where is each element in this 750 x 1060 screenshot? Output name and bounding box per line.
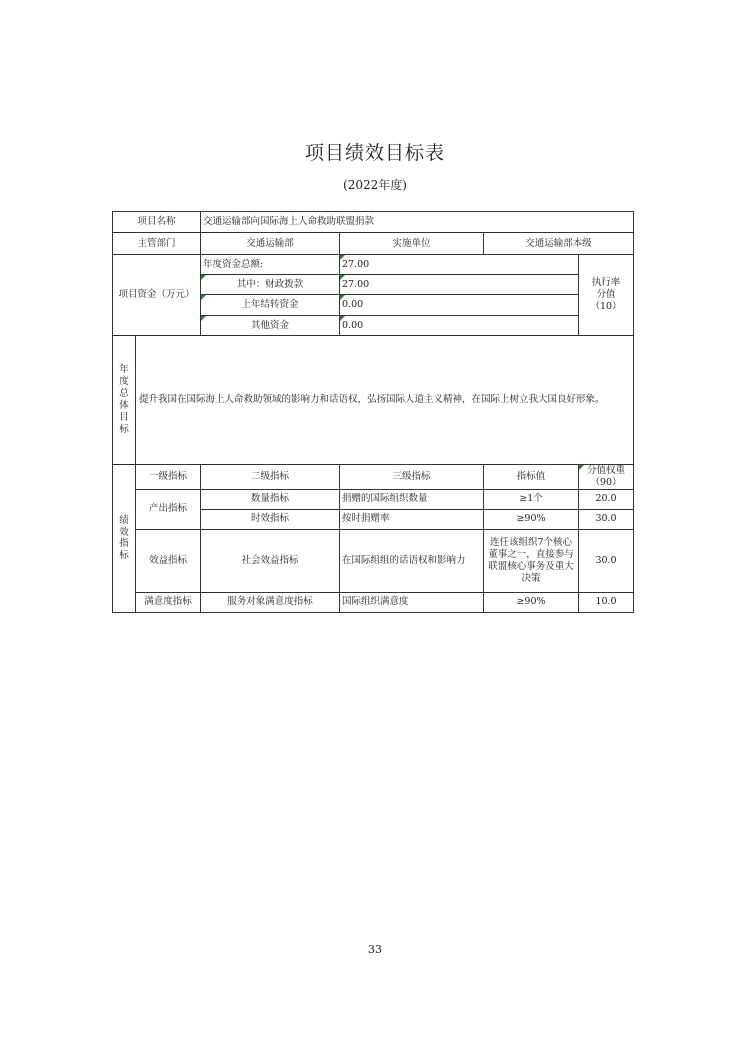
unit-label: 实施单位 — [340, 233, 484, 255]
unit-value: 交通运输部本级 — [484, 233, 634, 255]
table-row — [113, 592, 634, 612]
row-weight: 20.0 — [579, 489, 634, 509]
department-row — [113, 233, 634, 255]
funds-other-label: 其他资金 — [201, 316, 340, 336]
table-row — [113, 529, 634, 592]
exec-rate-score — [579, 255, 634, 336]
row-level3: 在国际组组的话语权和影响力 — [340, 529, 484, 592]
annual-goal-text: 提升我国在国际海上人命救助领域的影响力和话语权，弘扬国际人道主义精神，在国际上树立我大国良好形象。 — [136, 336, 634, 465]
table-row — [113, 489, 634, 509]
row-level2: 社会效益指标 — [201, 529, 340, 592]
header-weight-line1: 分值权重 — [587, 465, 626, 476]
dept-label: 主管部门 — [113, 233, 201, 255]
indicator-header-row — [113, 465, 634, 490]
performance-label — [113, 465, 136, 613]
row-level1: 效益指标 — [136, 529, 201, 592]
performance-label-char: 标 — [119, 550, 129, 562]
goal-label-char: 体 — [119, 400, 129, 411]
performance-label-char: 指 — [119, 538, 129, 550]
goal-label-char: 目 — [119, 411, 129, 423]
row-weight: 10.0 — [579, 592, 634, 612]
row-weight: 30.0 — [579, 509, 634, 529]
row-level3: 捐赠的国际组织数量 — [340, 489, 484, 509]
funds-total-label: 年度资金总额: — [201, 255, 340, 275]
funds-other-value: 0.00 — [340, 316, 579, 336]
goal-label-char: 度 — [119, 376, 129, 388]
exec-rate-line3: （10） — [590, 300, 622, 312]
header-level2: 二级指标 — [201, 465, 340, 490]
exec-rate-line1: 执行率 — [591, 277, 621, 289]
funds-carryover-label: 上年结转资金 — [201, 295, 340, 316]
page-subtitle: (2022年度) — [343, 178, 407, 192]
page-number: 33 — [368, 943, 382, 956]
row-level2: 服务对象满意度指标 — [201, 592, 340, 612]
goal-label-char: 标 — [119, 423, 129, 435]
performance-target-table — [112, 211, 634, 613]
annual-goal-label — [113, 336, 136, 465]
header-value: 指标值 — [484, 465, 579, 490]
project-name-value: 交通运输部向国际海上人命救助联盟捐款 — [201, 212, 634, 233]
row-level1: 产出指标 — [136, 489, 201, 529]
page-title: 项目绩效目标表 — [304, 142, 445, 164]
funds-label: 项目资金（万元） — [113, 255, 201, 336]
row-level3: 按时捐赠率 — [340, 509, 484, 529]
row-value: ≥90% — [484, 509, 579, 529]
annual-goal-row — [113, 336, 634, 465]
row-level2: 时效指标 — [201, 509, 340, 529]
project-name-row — [113, 212, 634, 233]
row-value: ≥90% — [484, 592, 579, 612]
funds-fiscal-label: 其中：财政拨款 — [201, 275, 340, 295]
exec-rate-line2: 分值 — [596, 289, 616, 301]
goal-label-char: 年 — [119, 364, 129, 376]
row-value: 连任该组织7个核心董事之一，直接参与联盟核心事务及重大决策 — [484, 529, 579, 592]
header-weight — [579, 465, 634, 490]
funds-fiscal-value: 27.00 — [340, 275, 579, 295]
header-level3: 三级指标 — [340, 465, 484, 490]
row-value: ≥1个 — [484, 489, 579, 509]
header-weight-line2: （90） — [590, 476, 622, 488]
goal-label-char: 总 — [119, 388, 129, 400]
performance-label-char: 效 — [119, 526, 129, 538]
row-level1: 满意度指标 — [136, 592, 201, 612]
row-level3: 国际组织满意度 — [340, 592, 484, 612]
funds-total-row — [113, 255, 634, 275]
performance-label-char: 绩 — [119, 514, 129, 526]
header-level1: 一级指标 — [136, 465, 201, 490]
row-level2: 数量指标 — [201, 489, 340, 509]
dept-value: 交通运输部 — [201, 233, 340, 255]
row-weight: 30.0 — [579, 529, 634, 592]
project-name-label: 项目名称 — [113, 212, 201, 233]
funds-carryover-value: 0.00 — [340, 295, 579, 316]
funds-total-value: 27.00 — [340, 255, 579, 275]
